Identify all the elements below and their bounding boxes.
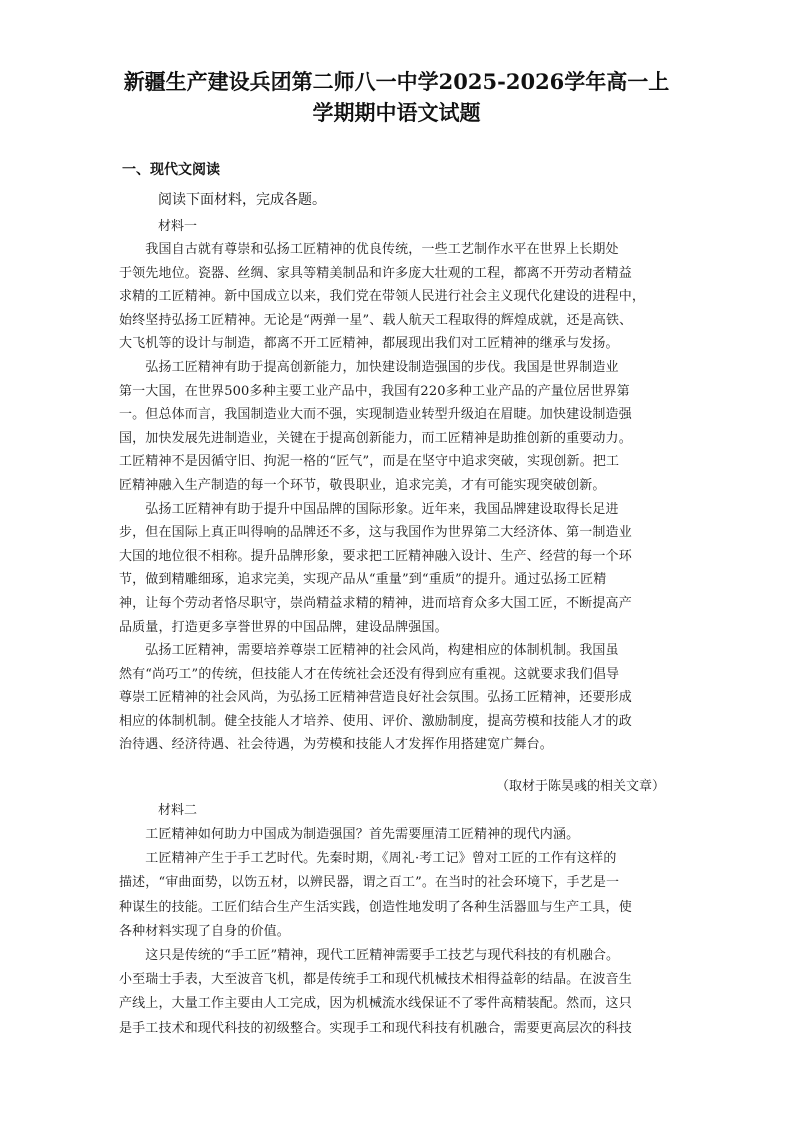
source-citation: （取材于陈昊彧的相关文章） — [495, 779, 665, 794]
text-line: 神，让每个劳动者恪尽职守，崇尚精益求精的精神，进而培育众多大国工匠，不断提高产 — [119, 595, 632, 611]
text-line: 小至瑞士手表，大至波音飞机，都是传统手工和现代机械技术相得益彰的结晶。在波音生 — [119, 972, 632, 988]
text-line: 国，加快发展先进制造业，关键在于提高创新能力，而工匠精神是助推创新的重要动力。 — [119, 430, 632, 446]
text-line: 描述，“审曲面势，以饬五材，以辨民器，谓之百工”。在当时的社会环境下，手艺是一 — [119, 875, 620, 891]
text-line: 始终坚持弘扬工匠精神。无论是“两弹一星”、载人航天工程取得的辉煌成就，还是高铁、 — [119, 312, 633, 328]
text-line: 我国自古就有尊崇和弘扬工匠精神的优良传统，一些工艺制作水平在世界上长期处 — [119, 242, 619, 257]
text-line: 各种材料实现了自身的价值。 — [119, 923, 290, 939]
text-line: 工匠精神产生于手工艺时代。先秦时期，《周礼·考工记》曾对工匠的工作有这样的 — [119, 851, 617, 867]
material-2-label: 材料二 — [158, 803, 198, 818]
material-2-body — [119, 823, 632, 1041]
text-line: 大飞机等的设计与制造，都离不开工匠精神，都展现出我们对工匠精神的继承与发扬。 — [119, 336, 619, 352]
text-line: 匠精神融入生产制造的每一个环节，敬畏职业，追求完美，才有可能实现突破创新。 — [119, 477, 606, 493]
text-line: 产线上，大量工作主要由人工完成，因为机械流水线保证不了零件高精装配。然而，这只 — [119, 996, 632, 1012]
text-line: 这只是传统的“手工匠”精神，现代工匠精神需要手工技艺与现代科技的有机融合。 — [119, 947, 620, 963]
text-line: 品质量，打造更多享誉世界的中国品牌，建设品牌强国。 — [119, 619, 448, 635]
document-title — [80, 66, 713, 128]
section-heading: 一、现代文阅读 — [122, 162, 220, 178]
text-line: 弘扬工匠精神，需要培养尊崇工匠精神的社会风尚，构建相应的体制机制。我国虽 — [119, 643, 619, 659]
text-line: 求精的工匠精神。新中国成立以来，我们党在带领人民进行社会主义现代化建设的进程中， — [119, 289, 646, 305]
text-line: 于领先地位。瓷器、丝绸、家具等精美制品和许多庞大壮观的工程，都离不开劳动者精益 — [119, 265, 632, 281]
instruction-text: 阅读下面材料，完成各题。 — [158, 192, 326, 208]
text-line: 大国的地位很不相称。提升品牌形象，要求把工匠精神融入设计、生产、经营的每一个环 — [119, 548, 632, 564]
text-line: 种谋生的技能。工匠们结合生产生活实践，创造性地发明了各种生活器皿与生产工具，使 — [119, 899, 632, 915]
text-line: 一。但总体而言，我国制造业大而不强，实现制造业转型升级迫在眉睫。加快建设制造强 — [119, 407, 632, 423]
text-line: 是手工技术和现代科技的初级整合。实现手工和现代科技有机融合，需要更高层次的科技 — [119, 1020, 632, 1036]
text-line: 工匠精神不是因循守旧、拘泥一格的“匠气”，而是在坚守中追求突破，实现创新。把工 — [119, 454, 620, 470]
text-line: 步，但在国际上真正叫得响的品牌还不多，这与我国作为世界第二大经济体、第一制造业 — [119, 525, 632, 541]
material-1-body — [119, 238, 645, 757]
text-line: 然有“尚巧工”的传统，但技能人才在传统社会还没有得到应有重视。这就要求我们倡导 — [119, 666, 620, 682]
text-line: 治待遇、经济待遇、社会待遇，为劳模和技能人才发挥作用搭建宽广舞台。 — [119, 737, 553, 753]
title-line-2: 学期期中语文试题 — [312, 100, 481, 125]
text-line: 第一大国，在世界500多种主要工业产品中，我国有220多种工业产品的产量位居世界第 — [119, 383, 630, 399]
text-line: 节，做到精雕细琢，追求完美，实现产品从“重量”到“重质”的提升。通过弘扬工匠精 — [119, 572, 607, 588]
material-1-label: 材料一 — [158, 219, 198, 234]
text-line: 弘扬工匠精神有助于提高创新能力，加快建设制造强国的步伐。我国是世界制造业 — [119, 359, 619, 375]
title-line-1: 新疆生产建设兵团第二师八一中学2025-2026学年高一上 — [123, 69, 670, 94]
text-line: 相应的体制机制。健全技能人才培养、使用、评价、激励制度，提高劳模和技能人才的政 — [119, 713, 632, 729]
text-line: 弘扬工匠精神有助于提升中国品牌的国际形象。近年来，我国品牌建设取得长足进 — [119, 501, 619, 517]
text-line: 工匠精神如何助力中国成为制造强国？首先需要厘清工匠精神的现代内涵。 — [119, 827, 580, 842]
text-line: 尊崇工匠精神的社会风尚，为弘扬工匠精神营造良好社会氛围。弘扬工匠精神，还要形成 — [119, 690, 632, 706]
